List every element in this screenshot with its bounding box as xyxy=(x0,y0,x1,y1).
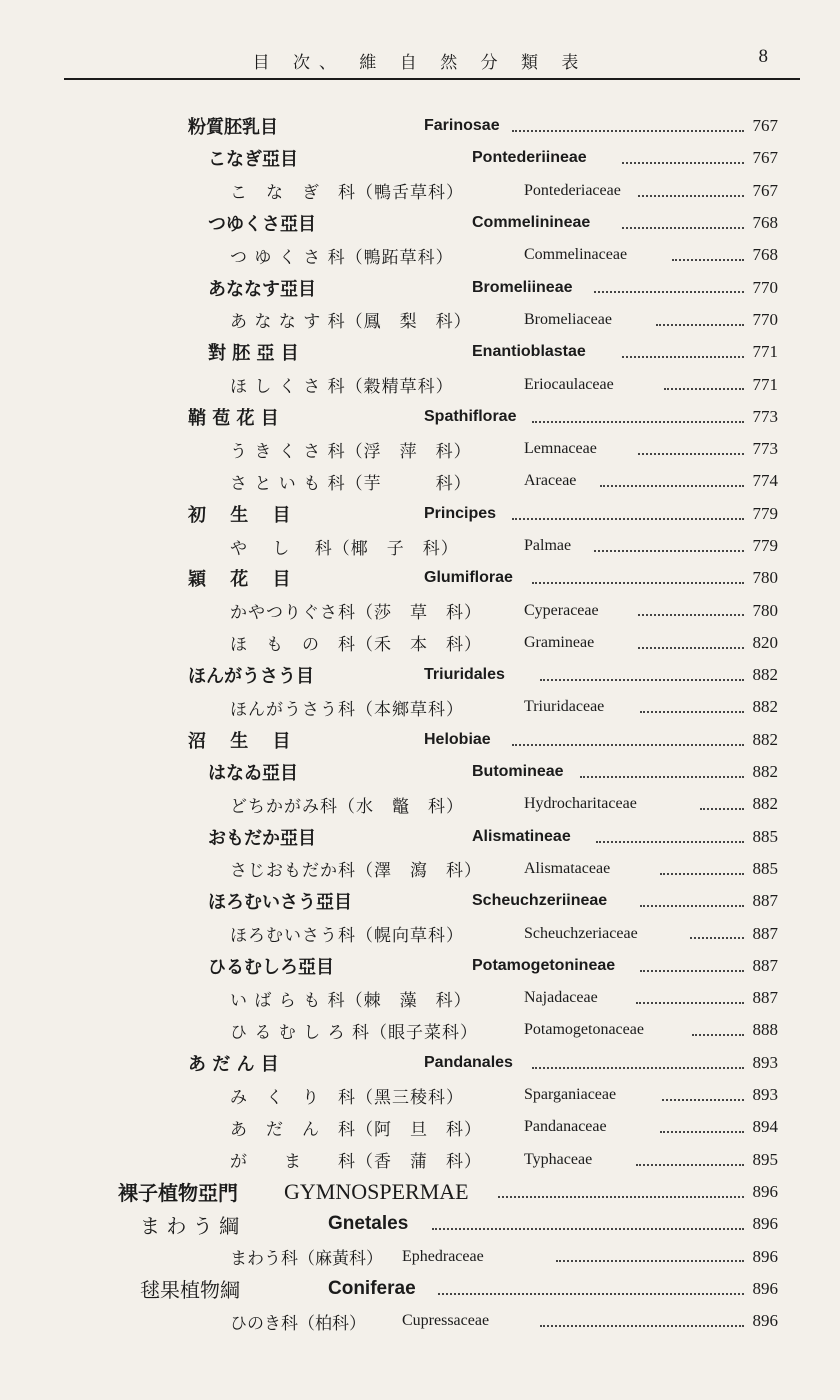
toc-entry xyxy=(0,271,840,303)
toc-entry-latin-name: Triuridales xyxy=(424,666,505,684)
toc-leader-dots xyxy=(660,1131,744,1133)
toc-entry xyxy=(0,885,840,917)
toc-entry-japanese-name: 初 生 目 xyxy=(188,504,291,526)
toc-entry-japanese-name: あななす亞目 xyxy=(208,278,316,300)
toc-leader-dots xyxy=(636,1164,744,1166)
toc-leader-dots xyxy=(622,227,744,229)
toc-entry-latin-name: Sparganiaceae xyxy=(524,1086,617,1104)
toc-entry-page: 896 xyxy=(752,1311,778,1331)
toc-entry-japanese-name: 沼 生 目 xyxy=(188,730,291,752)
toc-entry-japanese-name: 穎 花 目 xyxy=(188,569,291,591)
toc-entry-latin-name: Araceae xyxy=(524,472,577,490)
toc-entry-page: 896 xyxy=(752,1246,778,1266)
toc-entry xyxy=(0,594,840,626)
toc-leader-dots xyxy=(638,453,744,455)
toc-entry xyxy=(0,1176,840,1208)
toc-leader-dots xyxy=(532,1067,744,1069)
toc-entry xyxy=(0,433,840,465)
toc-entry xyxy=(0,627,840,659)
toc-entry xyxy=(0,142,840,174)
toc-entry-page: 893 xyxy=(752,1052,778,1072)
toc-entry xyxy=(0,1079,840,1111)
toc-entry-page: 882 xyxy=(752,762,778,782)
toc-entry-page: 771 xyxy=(752,342,778,362)
toc-entry-page: 770 xyxy=(752,309,778,329)
running-title: 目 次、 維 自 然 分 類 表 xyxy=(252,53,588,73)
toc-entry-latin-name: Farinosae xyxy=(424,117,500,135)
toc-entry-page: 882 xyxy=(752,729,778,749)
toc-entry xyxy=(0,401,840,433)
toc-entry-page: 779 xyxy=(752,503,778,523)
toc-entry-latin-name: Potamogetonineae xyxy=(472,956,616,974)
toc-leader-dots xyxy=(600,485,744,487)
header-rule xyxy=(64,78,800,80)
toc-entry-japanese-name: や し 科（椰 子 科） xyxy=(230,538,459,559)
toc-entry-japanese-name: つゆくさ亞目 xyxy=(208,214,316,236)
toc-entry-page: 773 xyxy=(752,439,778,459)
toc-entry xyxy=(0,498,840,530)
toc-entry-page: 773 xyxy=(752,406,778,426)
toc-entry xyxy=(0,1014,840,1046)
toc-entry xyxy=(0,982,840,1014)
toc-entry xyxy=(0,562,840,594)
toc-entry-japanese-name: 粉質胚乳目 xyxy=(188,117,278,139)
toc-entry-latin-name: Butomineae xyxy=(472,763,564,781)
toc-leader-dots xyxy=(596,841,744,843)
toc-leader-dots xyxy=(638,614,744,616)
toc-entry-latin-name: Pontederiaceae xyxy=(524,181,621,199)
toc-entry-page: 896 xyxy=(752,1181,778,1201)
toc-entry xyxy=(0,530,840,562)
toc-entry xyxy=(0,1111,840,1143)
toc-entry xyxy=(0,1305,840,1337)
toc-entry-page: 770 xyxy=(752,277,778,297)
toc-entry xyxy=(0,1240,840,1272)
toc-entry-page: 896 xyxy=(752,1278,778,1298)
toc-entry-page: 887 xyxy=(752,923,778,943)
toc-entry-japanese-name: う き く さ 科（浮 萍 科） xyxy=(230,441,472,462)
toc-entry-page: 882 xyxy=(752,665,778,685)
toc-entry-japanese-name: つ ゆ く さ 科（鴨跖草科） xyxy=(230,247,454,268)
toc-entry xyxy=(0,304,840,336)
toc-leader-dots xyxy=(512,744,744,746)
toc-entry xyxy=(0,724,840,756)
toc-entry-japanese-name: ひるむしろ亞目 xyxy=(208,956,334,978)
toc-entry-japanese-name: さじおもだか科（澤 瀉 科） xyxy=(230,861,482,882)
toc-entry xyxy=(0,853,840,885)
toc-entry-japanese-name: ほんがうさう目 xyxy=(188,666,314,688)
toc-entry-latin-name: Eriocaulaceae xyxy=(524,375,614,393)
toc-entry-page: 767 xyxy=(752,148,778,168)
toc-leader-dots xyxy=(636,1002,744,1004)
toc-entry xyxy=(0,788,840,820)
toc-entry-latin-name: Typhaceae xyxy=(524,1150,593,1168)
toc-entry-japanese-name: ひ る む し ろ 科（眼子菜科） xyxy=(230,1022,479,1043)
toc-entry-japanese-name: こ な ぎ 科（鴨舌草科） xyxy=(230,183,464,204)
toc-entry xyxy=(0,691,840,723)
toc-leader-dots xyxy=(700,808,744,810)
toc-entry-japanese-name: あ だ ん 科（阿 旦 科） xyxy=(230,1119,482,1140)
toc-leader-dots xyxy=(498,1196,744,1198)
toc-entry-page: 882 xyxy=(752,794,778,814)
toc-entry-latin-name: Principes xyxy=(424,504,497,522)
toc-entry-page: 780 xyxy=(752,568,778,588)
toc-entry-japanese-name: 裸子植物亞門 xyxy=(118,1181,238,1206)
toc-leader-dots xyxy=(438,1293,744,1295)
toc-entry-page: 771 xyxy=(752,374,778,394)
toc-entry xyxy=(0,239,840,271)
toc-leader-dots xyxy=(512,518,744,520)
toc-leader-dots xyxy=(690,937,744,939)
toc-entry-japanese-name: ほ も の 科（禾 本 科） xyxy=(230,635,482,656)
toc-entry-latin-name: Najadaceae xyxy=(524,989,598,1007)
toc-entry-japanese-name: 毬果植物綱 xyxy=(140,1278,240,1303)
toc-leader-dots xyxy=(656,324,744,326)
toc-leader-dots xyxy=(662,1099,744,1101)
toc-entry xyxy=(0,110,840,142)
toc-entry-japanese-name: おもだか亞目 xyxy=(208,827,316,849)
toc-entry-japanese-name: ま わ う 綱 xyxy=(140,1213,240,1238)
toc-entry-japanese-name: い ば ら も 科（棘 藻 科） xyxy=(230,990,472,1011)
toc-entry-page: 885 xyxy=(752,858,778,878)
toc-leader-dots xyxy=(640,711,744,713)
toc-entry-page: 895 xyxy=(752,1149,778,1169)
toc-leader-dots xyxy=(532,421,744,423)
toc-leader-dots xyxy=(640,970,744,972)
toc-leader-dots xyxy=(594,550,744,552)
toc-entry-page: 820 xyxy=(752,632,778,652)
toc-leader-dots xyxy=(672,259,744,261)
toc-entry-latin-name: Palmae xyxy=(524,537,572,554)
toc-entry-page: 780 xyxy=(752,600,778,620)
toc-entry-latin-name: Gnetales xyxy=(328,1213,409,1235)
toc-entry-page: 767 xyxy=(752,180,778,200)
toc-leader-dots xyxy=(638,195,744,197)
toc-entry-latin-name: Enantioblastae xyxy=(472,343,586,361)
toc-entry xyxy=(0,756,840,788)
toc-entry-page: 894 xyxy=(752,1117,778,1137)
toc-entry-latin-name: Bromeliaceae xyxy=(524,310,612,328)
toc-entry-latin-name: Cupressaceae xyxy=(402,1312,490,1330)
toc-entry xyxy=(0,1208,840,1240)
toc-leader-dots xyxy=(512,130,744,132)
toc-entry-japanese-name: ほ し く さ 科（穀精草科） xyxy=(230,377,454,398)
toc-entry-japanese-name: ひのき科（柏科） xyxy=(230,1313,366,1334)
toc-entry-latin-name: Glumiflorae xyxy=(424,569,513,587)
toc-leader-dots xyxy=(594,291,744,293)
toc-entry-japanese-name: 鞘 苞 花 目 xyxy=(188,407,279,429)
toc-entry-japanese-name: かやつりぐさ科（莎 草 科） xyxy=(230,603,482,624)
toc-entry-japanese-name: が ま 科（香 蒲 科） xyxy=(230,1152,482,1173)
toc-entry-japanese-name: さ と い も 科（芋 科） xyxy=(230,473,472,494)
toc-entry-page: 887 xyxy=(752,955,778,975)
toc-entry-latin-name: GYMNOSPERMAE xyxy=(284,1178,469,1204)
toc-entry-latin-name: Helobiae xyxy=(424,730,491,748)
toc-leader-dots xyxy=(556,1260,744,1262)
toc-entry xyxy=(0,368,840,400)
page-number: 8 xyxy=(758,46,768,67)
toc-entry xyxy=(0,465,840,497)
toc-entry-page: 767 xyxy=(752,116,778,136)
toc-entry-latin-name: Triuridaceae xyxy=(524,698,605,716)
toc-list xyxy=(0,110,840,1337)
toc-entry xyxy=(0,659,840,691)
toc-entry-page: 768 xyxy=(752,245,778,265)
toc-entry-page: 887 xyxy=(752,988,778,1008)
toc-entry xyxy=(0,336,840,368)
toc-entry-latin-name: Scheuchzeriineae xyxy=(472,892,608,910)
toc-entry-latin-name: Commelinaceae xyxy=(524,246,628,264)
toc-entry-page: 896 xyxy=(752,1214,778,1234)
toc-leader-dots xyxy=(660,873,744,875)
toc-entry-latin-name: Commelinineae xyxy=(472,214,591,232)
toc-entry-page: 893 xyxy=(752,1085,778,1105)
toc-entry-japanese-name: ほんがうさう科（本鄉草科） xyxy=(230,699,464,720)
toc-entry-latin-name: Potamogetonaceae xyxy=(524,1021,644,1039)
toc-entry-page: 888 xyxy=(752,1020,778,1040)
toc-entry-japanese-name: どちかがみ科（水 鼈 科） xyxy=(230,796,464,817)
toc-entry-page: 774 xyxy=(752,471,778,491)
toc-entry-japanese-name: ほろむいさう科（幌向草科） xyxy=(230,926,464,947)
toc-leader-dots xyxy=(540,679,744,681)
toc-entry xyxy=(0,175,840,207)
toc-entry xyxy=(0,917,840,949)
toc-entry xyxy=(0,821,840,853)
toc-leader-dots xyxy=(432,1228,744,1230)
page-header xyxy=(0,0,840,86)
toc-leader-dots xyxy=(622,162,744,164)
toc-entry-page: 885 xyxy=(752,826,778,846)
toc-entry xyxy=(0,207,840,239)
toc-leader-dots xyxy=(638,647,744,649)
toc-entry-latin-name: Hydrocharitaceae xyxy=(524,795,637,813)
toc-entry-japanese-name: はなゐ亞目 xyxy=(208,763,298,785)
toc-entry xyxy=(0,1144,840,1176)
toc-entry-latin-name: Ephedraceae xyxy=(402,1247,484,1265)
toc-entry-latin-name: Pandanales xyxy=(424,1053,513,1071)
toc-leader-dots xyxy=(622,356,744,358)
toc-entry-page: 768 xyxy=(752,213,778,233)
toc-entry-japanese-name: まわう科（麻黃科） xyxy=(230,1249,383,1270)
toc-leader-dots xyxy=(692,1034,744,1036)
toc-entry-latin-name: Alismatineae xyxy=(472,827,571,845)
toc-entry xyxy=(0,1273,840,1305)
toc-entry-japanese-name: あ な な す 科（鳳 梨 科） xyxy=(230,312,472,333)
toc-entry-japanese-name: あ だ ん 目 xyxy=(188,1053,279,1075)
toc-entry xyxy=(0,1047,840,1079)
toc-entry-page: 887 xyxy=(752,891,778,911)
toc-leader-dots xyxy=(532,582,744,584)
toc-entry-latin-name: Gramineae xyxy=(524,633,595,651)
toc-entry-latin-name: Pandanaceae xyxy=(524,1118,607,1136)
toc-entry-japanese-name: ほろむいさう亞目 xyxy=(208,892,352,914)
toc-leader-dots xyxy=(540,1325,744,1327)
toc-entry-latin-name: Alismataceae xyxy=(524,859,611,877)
toc-entry xyxy=(0,950,840,982)
toc-leader-dots xyxy=(580,776,744,778)
toc-entry-page: 779 xyxy=(752,536,778,555)
toc-leader-dots xyxy=(664,388,744,390)
toc-leader-dots xyxy=(640,905,744,907)
toc-entry-latin-name: Lemnaceae xyxy=(524,440,597,458)
toc-entry-japanese-name: 對 胚 亞 目 xyxy=(208,343,299,365)
toc-entry-latin-name: Coniferae xyxy=(328,1277,416,1299)
toc-entry-latin-name: Cyperaceae xyxy=(524,601,599,619)
toc-entry-japanese-name: こなぎ亞目 xyxy=(208,149,298,171)
toc-entry-latin-name: Spathiflorae xyxy=(424,407,517,425)
toc-entry-latin-name: Scheuchzeriaceae xyxy=(524,924,638,942)
toc-entry-latin-name: Pontederiineae xyxy=(472,149,587,167)
toc-entry-japanese-name: み く り 科（黑三稜科） xyxy=(230,1087,464,1108)
toc-entry-latin-name: Bromeliineae xyxy=(472,278,573,296)
toc-entry-page: 882 xyxy=(752,697,778,717)
